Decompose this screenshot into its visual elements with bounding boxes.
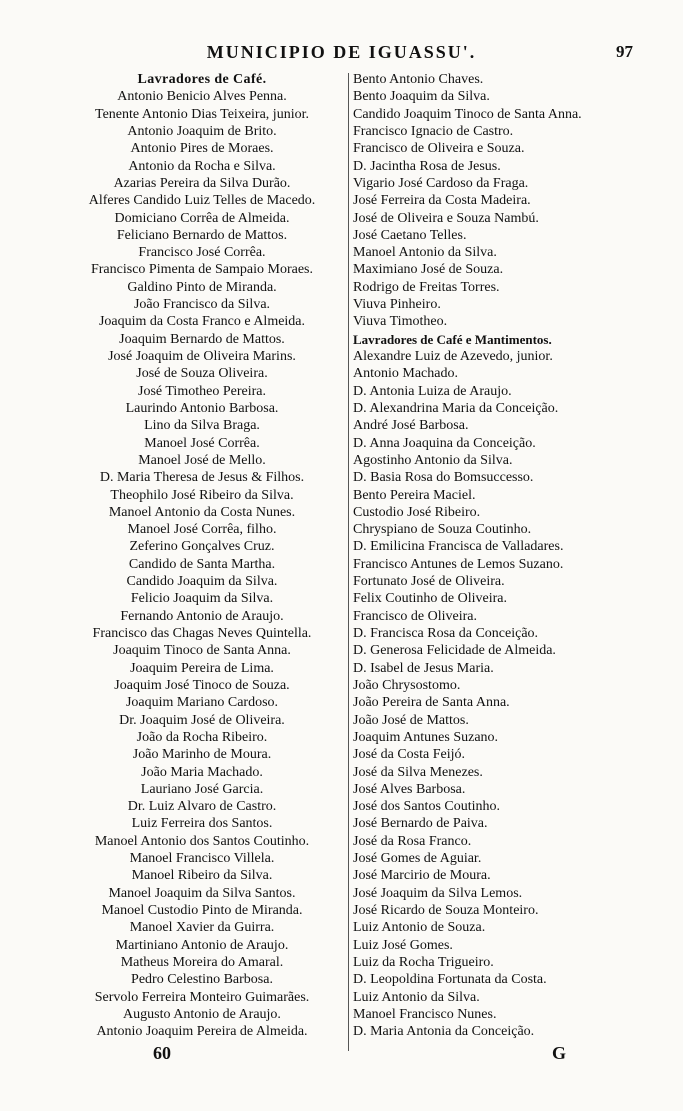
list-item: Luiz Antonio da Silva. <box>353 989 480 1005</box>
list-item: D. Anna Joaquina da Conceição. <box>353 435 536 451</box>
signature-letter: G <box>552 1043 567 1063</box>
list-item: Manoel Antonio da Silva. <box>353 245 497 261</box>
list-item: Candido de Santa Martha. <box>128 556 276 572</box>
list-item: Antonio Joaquim Pereira de Almeida. <box>96 1024 308 1040</box>
list-item: João Marinho de Moura. <box>132 747 272 763</box>
page-title: MUNICIPIO DE IGUASSU'. <box>206 42 477 62</box>
list-item: Joaquim Tinoco de Santa Anna. <box>113 643 291 659</box>
list-item: D. Basia Rosa do Bomsuccesso. <box>353 470 534 486</box>
list-item: Joaquim Mariano Cardoso. <box>125 695 279 711</box>
list-item: Dr. Joaquim José de Oliveira. <box>119 712 285 728</box>
list-item: D. Generosa Felicidade de Almeida. <box>353 643 556 659</box>
list-item: Augusto Antonio de Araujo. <box>123 1006 281 1022</box>
list-item: D. Alexandrina Maria da Conceição. <box>353 400 559 416</box>
list-item: D. Antonia Luiza de Araujo. <box>353 383 512 399</box>
list-item: Azarias Pereira da Silva Durão. <box>113 175 291 191</box>
list-item: Francisco José Corrêa. <box>138 245 266 261</box>
list-item: José de Oliveira e Souza Nambú. <box>353 210 539 226</box>
running-head <box>0 40 683 64</box>
list-item: Zeferino Gonçalves Cruz. <box>129 539 275 555</box>
list-item: Francisco de Oliveira. <box>353 608 478 624</box>
list-item: Joaquim Pereira de Lima. <box>130 660 274 676</box>
list-item: D. Maria Theresa de Jesus & Filhos. <box>99 470 305 486</box>
list-item: Joaquim Bernardo de Mattos. <box>119 331 285 347</box>
list-item: José Ricardo de Souza Monteiro. <box>353 903 539 918</box>
list-item: Manoel José Corrêa. <box>144 435 260 451</box>
list-item: Francisco Ignacio de Castro. <box>353 123 514 139</box>
list-item: José Bernardo de Paiva. <box>353 816 488 832</box>
list-item: Viuva Pinheiro. <box>353 297 441 313</box>
left-name-list <box>58 88 346 1040</box>
list-item: Rodrigo de Freitas Torres. <box>353 279 500 295</box>
list-item: José Marcirio de Moura. <box>353 868 491 884</box>
list-item: Bento Joaquim da Silva. <box>353 89 490 105</box>
list-item: Antonio Machado. <box>353 366 458 382</box>
list-item: Alferes Candido Luiz Telles de Macedo. <box>88 193 316 209</box>
left-column <box>58 71 346 1041</box>
list-item: Tenente Antonio Dias Teixeira, junior. <box>95 106 309 122</box>
list-item: Servolo Ferreira Monteiro Guimarães. <box>94 989 310 1005</box>
page-number: 97 <box>616 42 633 61</box>
list-item: José Timotheo Pereira. <box>138 383 266 399</box>
list-item: Alexandre Luiz de Azevedo, junior. <box>353 349 553 364</box>
list-item: Laurindo Antonio Barbosa. <box>125 400 279 416</box>
list-item: Fernando Antonio de Araujo. <box>120 608 284 624</box>
list-item: Antonio Joaquim de Brito. <box>127 123 277 139</box>
list-item: Lauriano José Garcia. <box>140 781 264 797</box>
list-item: Luiz Antonio de Souza. <box>353 920 486 936</box>
list-item: Pedro Celestino Barbosa. <box>131 972 273 988</box>
list-item: José Alves Barbosa. <box>353 781 466 797</box>
list-item: Theophilo José Ribeiro da Silva. <box>110 487 294 503</box>
list-item: Antonio Benicio Alves Penna. <box>117 89 287 105</box>
list-item: José da Silva Menezes. <box>353 764 483 780</box>
list-item: Manoel Francisco Villela. <box>129 851 275 867</box>
list-item: Francisco Antunes de Lemos Suzano. <box>353 556 564 572</box>
list-item: Joaquim José Tinoco de Souza. <box>114 677 290 693</box>
list-item: Felicio Joaquim da Silva. <box>130 591 274 607</box>
list-item: José da Costa Feijó. <box>353 747 465 763</box>
list-item: Manoel José de Mello. <box>138 452 266 468</box>
right-column <box>352 71 652 1041</box>
list-item: Manoel Custodio Pinto de Miranda. <box>101 903 303 918</box>
list-item: Joaquim da Costa Franco e Almeida. <box>98 314 306 330</box>
list-item: Luiz Ferreira dos Santos. <box>131 816 273 832</box>
list-item: D. Emilicina Francisca de Valladares. <box>353 539 564 555</box>
list-item: José dos Santos Coutinho. <box>353 799 501 815</box>
signature-number: 60 <box>153 1043 171 1063</box>
list-item: Antonio Pires de Moraes. <box>130 141 274 157</box>
list-item: Manoel Joaquim da Silva Santos. <box>108 885 296 901</box>
list-item: João Chrysostomo. <box>353 677 461 693</box>
list-item: João da Rocha Ribeiro. <box>136 729 268 745</box>
list-item: Lino da Silva Braga. <box>144 418 260 434</box>
list-item: José Joaquim da Silva Lemos. <box>353 885 523 901</box>
list-item: Francisco de Oliveira e Souza. <box>353 141 525 157</box>
list-item: Manoel Ribeiro da Silva. <box>131 868 273 884</box>
list-item: Manoel Antonio dos Santos Coutinho. <box>94 833 310 849</box>
list-item: Manoel Xavier da Guirra. <box>129 920 275 936</box>
list-item: Custodio José Ribeiro. <box>353 504 481 520</box>
list-item: José Ferreira da Costa Madeira. <box>353 193 531 209</box>
list-item: Domiciano Corrêa de Almeida. <box>114 210 290 226</box>
list-item: Francisco Pimenta de Sampaio Moraes. <box>90 262 313 278</box>
list-item: Vigario José Cardoso da Fraga. <box>353 175 529 191</box>
list-item: Luiz José Gomes. <box>353 937 453 953</box>
list-item: Antonio da Rocha e Silva. <box>128 158 276 174</box>
list-item: Martiniano Antonio de Araujo. <box>115 937 289 953</box>
section-heading-cafe: Lavradores de Café. <box>137 72 267 87</box>
list-item: Dr. Luiz Alvaro de Castro. <box>127 799 277 815</box>
list-item: Galdino Pinto de Miranda. <box>127 279 277 295</box>
list-item: D. Isabel de Jesus Maria. <box>353 660 494 676</box>
list-item: Agostinho Antonio da Silva. <box>353 452 513 468</box>
list-item: Viuva Timotheo. <box>353 314 448 330</box>
list-item: José de Souza Oliveira. <box>136 366 268 382</box>
list-item: Manoel Antonio da Costa Nunes. <box>108 504 296 520</box>
list-item: D. Jacintha Rosa de Jesus. <box>353 158 501 174</box>
list-item: D. Francisca Rosa da Conceição. <box>353 626 539 641</box>
list-item: Joaquim Antunes Suzano. <box>353 729 499 745</box>
list-item: Francisco das Chagas Neves Quintella. <box>92 626 312 641</box>
list-item: Bento Antonio Chaves. <box>353 72 484 87</box>
list-item: João José de Mattos. <box>353 712 469 728</box>
right-name-list-mantimentos <box>352 348 652 1041</box>
list-item: D. Maria Antonia da Conceição. <box>353 1024 535 1040</box>
section-heading-cafe-mantimentos: Lavradores de Café e Mantimentos. <box>353 331 552 347</box>
list-item: Bento Pereira Maciel. <box>353 487 476 503</box>
list-item: João Pereira de Santa Anna. <box>353 695 510 711</box>
list-item: João Maria Machado. <box>141 764 263 780</box>
list-item: Maximiano José de Souza. <box>353 262 504 278</box>
column-divider <box>348 73 349 1051</box>
list-item: Fortunato José de Oliveira. <box>353 574 505 590</box>
list-item: Candido Joaquim Tinoco de Santa Anna. <box>353 106 582 122</box>
list-item: José da Rosa Franco. <box>353 833 472 849</box>
list-item: Feliciano Bernardo de Mattos. <box>116 227 288 243</box>
list-item: Candido Joaquim da Silva. <box>126 574 278 590</box>
list-item: Chryspiano de Souza Coutinho. <box>353 522 532 538</box>
list-item: José Joaquim de Oliveira Marins. <box>108 349 296 364</box>
right-name-list-continued <box>352 71 652 331</box>
list-item: Matheus Moreira do Amaral. <box>120 954 284 970</box>
list-item: André José Barbosa. <box>353 418 469 434</box>
list-item: Luiz da Rocha Trigueiro. <box>353 954 494 970</box>
list-item: José Caetano Telles. <box>353 227 467 243</box>
list-item: José Gomes de Aguiar. <box>353 851 482 867</box>
list-item: João Francisco da Silva. <box>133 297 271 313</box>
list-item: Manoel Francisco Nunes. <box>353 1006 497 1022</box>
list-item: Manoel José Corrêa, filho. <box>127 522 277 538</box>
list-item: Felix Coutinho de Oliveira. <box>353 591 507 607</box>
list-item: D. Leopoldina Fortunata da Costa. <box>353 972 547 988</box>
